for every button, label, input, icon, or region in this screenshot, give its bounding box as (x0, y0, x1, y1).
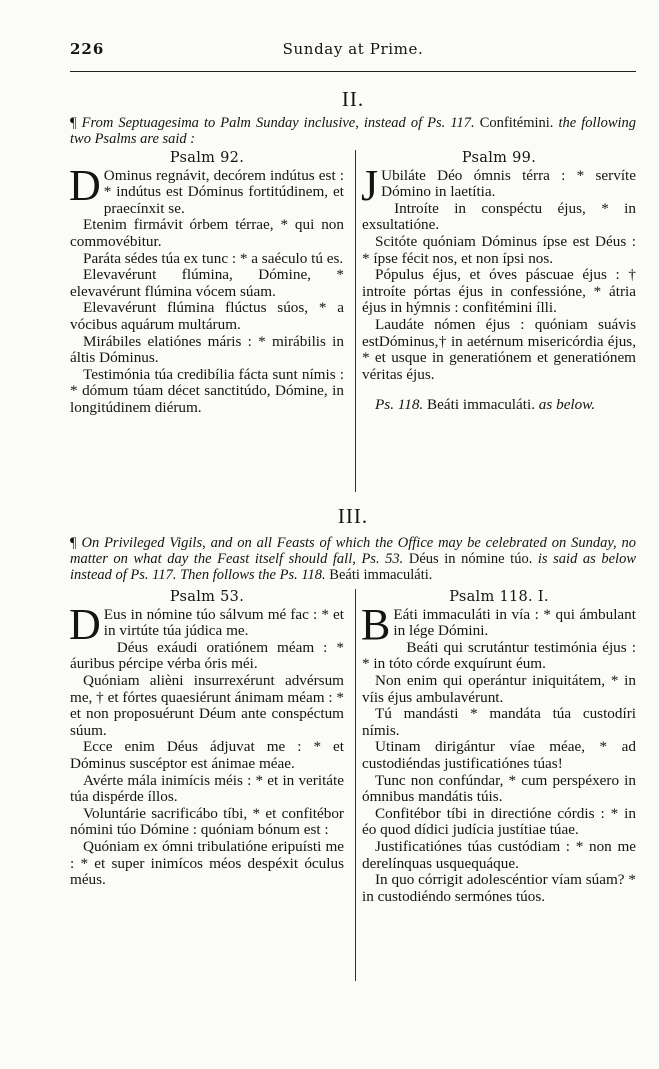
verse: Laudáte nómen éjus : quóniam suávis estDóminus,† in aetérnum misericórdia éjus, * et usque in generatiónem et generatiónem véritas éjus. (362, 315, 636, 383)
pilcrow-mark: ¶ (70, 535, 77, 551)
verse: Avérte mála inimícis méis : * et in veritáte túa dispérde íllos. (70, 771, 344, 806)
psalm-53 (70, 589, 353, 905)
page-number: 226 (70, 40, 105, 58)
verse: Utinam dirigántur víae méae, * ad custodiéndas justificatiónes túas! (362, 738, 636, 772)
rubric-incipit: Déus in nómine túo. (408, 551, 533, 567)
rubric-ref: Ps. 53. (361, 551, 404, 567)
drop-capital: D (69, 599, 101, 649)
verse: Tú mandásti * mandáta túa custodíri nímis. (362, 705, 636, 739)
verse: Elevavérunt flúmina, Dómine, * elevavérunt flúmina vócem súam. (70, 266, 344, 300)
page (69, 40, 637, 905)
rubric-text: the following two Psalms are said : (70, 115, 637, 147)
psalm-99 (353, 150, 636, 417)
closing-incipit: Beáti immaculáti. (427, 396, 535, 414)
drop-capital: J (361, 160, 379, 210)
verse: Justificatiónes túas custódiam : * non me derelínquas usquequáque. (362, 837, 636, 872)
verse: Introíte in conspéctu éjus, * in exsultatióne. (362, 199, 636, 234)
pilcrow-mark: ¶ (70, 115, 77, 131)
rubric-ref: Ps. 117. (427, 115, 475, 131)
verse: Quóniam alièni insurrexérunt advérsum me, † et fórtes quaesiérunt ánimam méam : * et non proposuérunt Déum ante conspéctum súum. (70, 671, 344, 739)
verse: Mirábiles elatiónes máris : * mirábilis in áltis Dóminus. (70, 332, 344, 367)
rubric-text: Then follows the (180, 567, 276, 583)
verse: D Ominus regnávit, decórem indútus est : * indútus est Dóminus fortitúdinem, et praecínxit se. (69, 160, 344, 217)
rubric-ref: Ps. 117. (130, 567, 177, 583)
verse: Pópulus éjus, et óves páscuae éjus : † introíte pórtas éjus in confessióne, * átria éjus in hýmnis : confitémini ílli. (362, 266, 636, 317)
rubric-text: On Privileged Vigils, and on all Feasts of which the Office may be celebrated on Sunday, no matter on what day the Feast itself should fall, (70, 535, 637, 567)
verse: Testimónia túa credibília fácta sunt nímis : * dómum túam décet sanctitúdo, Dómine, in longitúdinem diérum. (70, 365, 344, 416)
running-title: Sunday at Prime. (282, 40, 424, 58)
verse: D Eus in nómine túo sálvum mé fac : * et in virtúte túa júdica me. (69, 599, 344, 649)
verse: Paráta sédes túa ex tunc : * a saéculo tú es. (83, 249, 344, 267)
columns-section-3 (70, 589, 636, 905)
rubric-2 (70, 115, 636, 147)
drop-capital: D (69, 160, 101, 210)
psalm-title: Psalm 92. (169, 150, 245, 166)
verse: Tunc non confúndar, * cum perspéxero in ómnibus mandátis túis. (362, 771, 636, 806)
verse: J Ubiláte Déo ómnis térra : * servíte Dómino in laetítia. (361, 160, 636, 210)
verse: Scitóte quóniam Dóminus ípse est Déus : * ípse fécit nos, et non ípsi nos. (362, 232, 636, 267)
columns-section-2 (70, 150, 636, 417)
verse: Voluntárie sacrificábo tíbi, * et confitébor nómini túo Dómine : quóniam bónum est : (70, 804, 344, 839)
rubric-text: is said as below instead of (70, 551, 637, 583)
rubric-incipit: Beáti immaculáti. (329, 567, 433, 583)
rubric-text: From Septuagesima to Palm Sunday inclusive, instead of (81, 115, 423, 131)
rubric-ref: Ps. 118. (279, 567, 326, 583)
section-title-2: II. (341, 87, 365, 111)
psalm-118-i (353, 589, 636, 905)
psalm-title: Psalm 53. (169, 589, 245, 605)
verse: Non enim qui operántur iniquitátem, * in víis éjus ambulavérunt. (362, 671, 636, 706)
closing-ref: Ps. 118. (375, 396, 424, 414)
verse: Ecce enim Déus ádjuvat me : * et Dóminus suscéptor est ánimae méae. (70, 738, 344, 772)
rubric-incipit: Confitémini. (479, 115, 554, 131)
verse: Confitébor tíbi in directióne córdis : * in éo quod dídici judícia justítiae túae. (362, 804, 636, 839)
header-rule (70, 71, 636, 72)
closing-tail: as below. (538, 396, 596, 414)
verse: B Eáti immaculáti in vía : * qui ámbulant in lége Dómini. (361, 599, 636, 649)
verse: Elevavérunt flúmina flúctus súos, * a vócibus aquárum multárum. (70, 299, 344, 333)
closing-rubric (362, 397, 636, 414)
verse: In quo córrigit adolescéntior víam súam? * in custodiéndo sermónes túos. (362, 871, 636, 905)
section-title-3: III. (337, 504, 369, 528)
page-header (70, 40, 636, 64)
verse: Quóniam ex ómni tribulatióne eripuísti me : * et super inimícos méos despéxit óculus méus. (70, 837, 344, 889)
psalm-title: Psalm 99. (461, 150, 537, 166)
drop-capital: B (361, 599, 391, 649)
psalm-title: Psalm 118. I. (449, 589, 549, 605)
verse: Etenim firmávit órbem térrae, * qui non commovébitur. (70, 216, 344, 250)
column-divider (355, 589, 356, 981)
rubric-3 (70, 535, 636, 583)
verse: Déus exáudi oratiónem méam : * áuribus pércipe vérba óris méi. (70, 638, 344, 673)
psalm-92 (70, 150, 353, 417)
verse: Beáti qui scrutántur testimónia éjus : * in tóto córde exquírunt éum. (362, 638, 636, 673)
column-divider (355, 150, 356, 492)
